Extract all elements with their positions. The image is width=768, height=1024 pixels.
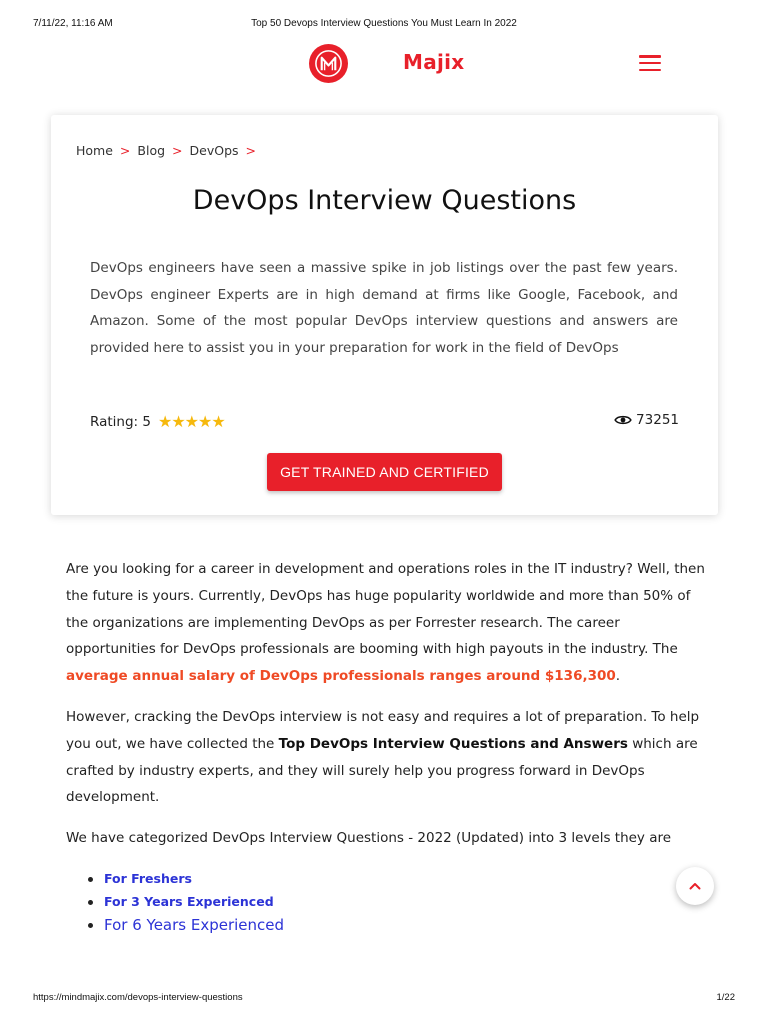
print-page-title: Top 50 Devops Interview Questions You Must Learn In 2022	[251, 18, 517, 29]
view-count	[614, 412, 679, 428]
hero-card	[51, 115, 718, 515]
views-count-text: 73251	[636, 412, 679, 428]
rating-label: Rating: 5	[90, 413, 151, 430]
hamburger-menu-icon[interactable]	[638, 53, 662, 73]
levels-list	[86, 867, 284, 937]
print-page-number: 1/22	[716, 992, 735, 1003]
chevron-up-icon	[689, 882, 701, 890]
breadcrumb-separator: >	[119, 143, 131, 158]
rating-stars-icon: ★★★★★	[157, 412, 225, 431]
site-header	[0, 42, 768, 86]
salary-link[interactable]: average annual salary of DevOps professionals ranges around $136,300	[66, 668, 616, 685]
breadcrumb-devops[interactable]: DevOps	[189, 143, 239, 158]
level-link-3-years[interactable]: For 3 Years Experienced	[86, 890, 284, 913]
intro-paragraph: Are you looking for a career in development and operations roles in the IT industry? Well, then the future is yours. Currently, DevOps has huge popularity worldwide and more than 50% of the organizations are implementing DevOps as per Forrester research. The career opportunities for DevOps professionals are booming with high payouts in the industry. The average annual salary of DevOps professionals ranges around $136,300.	[66, 561, 705, 685]
emphasis-text: Top DevOps Interview Questions and Answers	[278, 735, 628, 752]
article-body	[66, 556, 706, 866]
hero-description: DevOps engineers have seen a massive spike in job listings over the past few years. DevOps engineer Experts are in high demand at firms like Google, Facebook, and Amazon. Some of the most popular DevOps interview questions and answers are provided here to assist you in your preparation for work in the field of DevOps	[90, 260, 678, 356]
print-datetime: 7/11/22, 11:16 AM	[33, 18, 113, 29]
print-url: https://mindmajix.com/devops-interview-questions	[33, 992, 243, 1003]
scroll-to-top-button[interactable]	[676, 867, 714, 905]
breadcrumb-separator: >	[172, 143, 183, 158]
page-title: DevOps Interview Questions	[192, 185, 577, 216]
mindmajix-logo-icon[interactable]	[309, 44, 348, 83]
rating	[90, 412, 225, 431]
logo-text[interactable]: Majix	[403, 50, 465, 74]
breadcrumb-home[interactable]: Home	[76, 143, 113, 158]
print-header	[0, 18, 768, 32]
levels-intro: We have categorized DevOps Interview Questions - 2022 (Updated) into 3 levels they are	[66, 830, 672, 847]
breadcrumb-separator: >	[245, 143, 257, 158]
get-trained-button[interactable]: GET TRAINED AND CERTIFIED	[267, 453, 502, 491]
preparation-paragraph: However, cracking the DevOps interview is not easy and requires a lot of preparation. To help you out, we have collected the Top DevOps Interview Questions and Answers which are crafted by industry experts, and they will surely help you progress forward in DevOps development.	[66, 708, 700, 806]
breadcrumb	[76, 143, 263, 158]
eye-icon	[614, 414, 632, 426]
logo-m-glyph	[313, 48, 344, 79]
level-link-freshers[interactable]: For Freshers	[86, 867, 284, 890]
level-link-6-years[interactable]: For 6 Years Experienced	[86, 913, 284, 937]
breadcrumb-blog[interactable]: Blog	[137, 143, 166, 158]
